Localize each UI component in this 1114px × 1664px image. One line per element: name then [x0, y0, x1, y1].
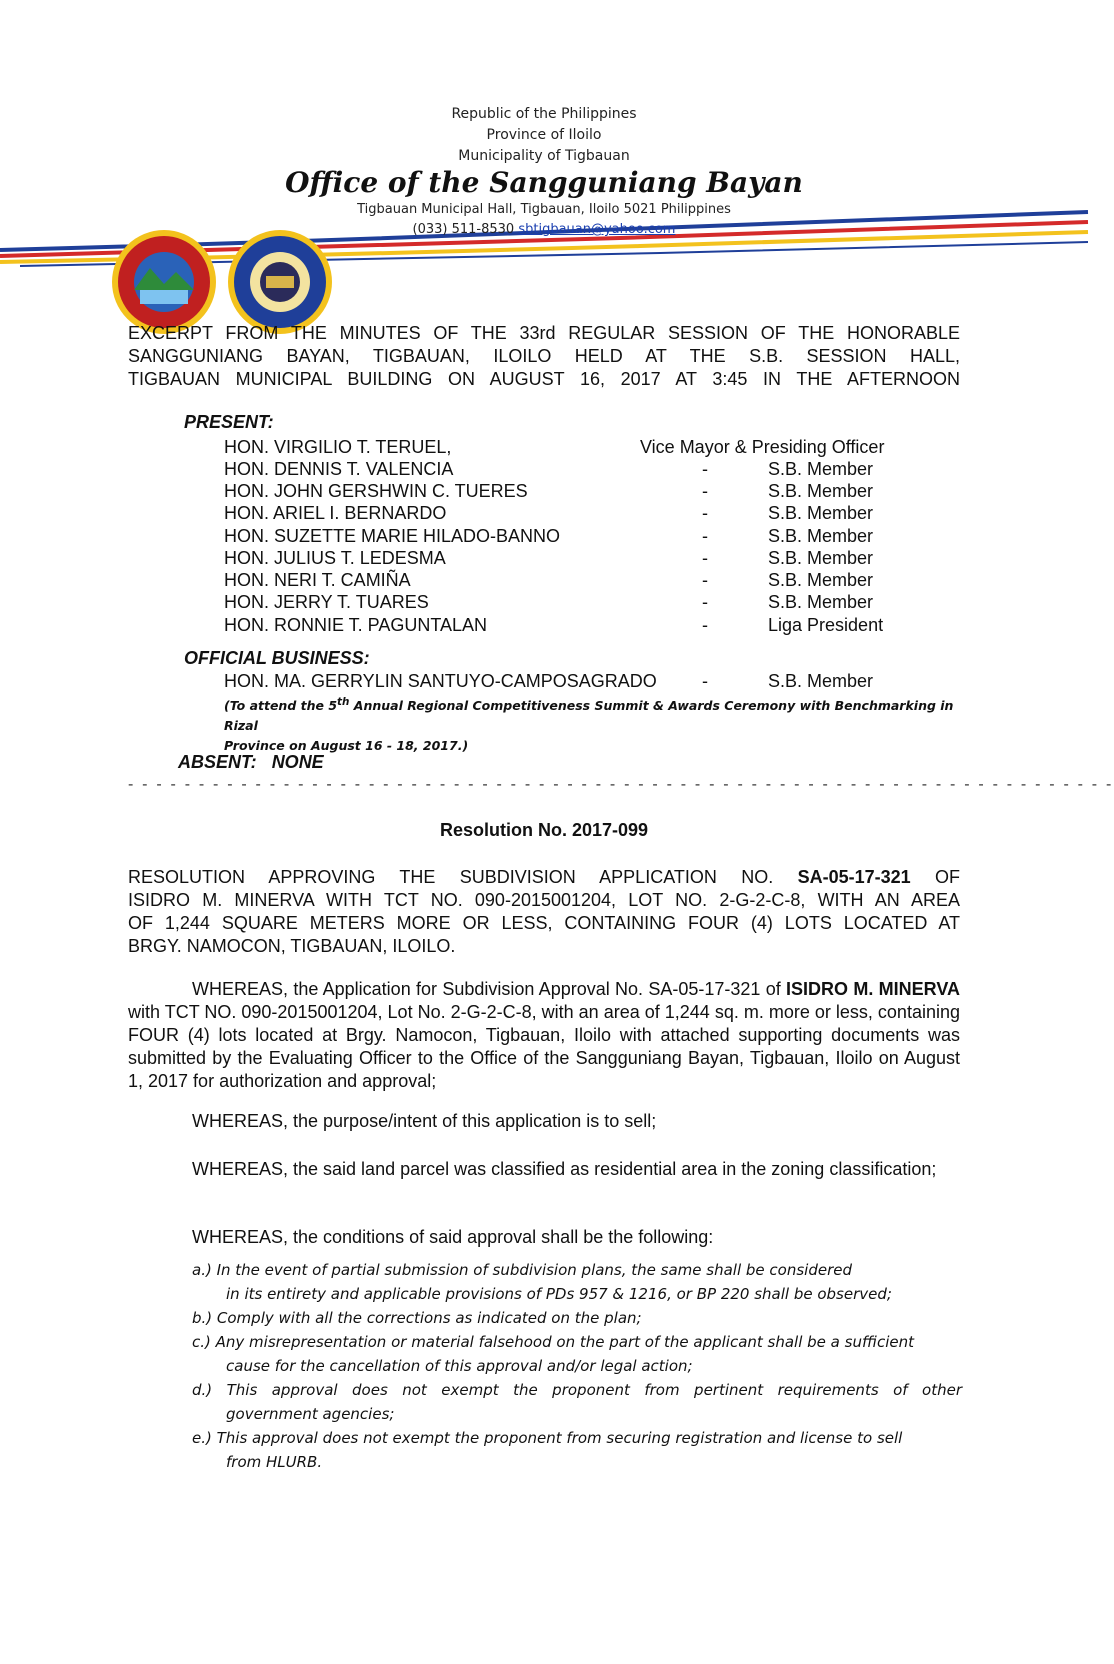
member-role: Liga President	[768, 615, 884, 635]
note-superscript: th	[337, 696, 350, 708]
resolution-title	[128, 866, 960, 958]
absent-label: ABSENT:	[178, 752, 257, 772]
member-role: S.B. Member	[768, 526, 874, 546]
header-republic: Republic of the Philippines	[451, 106, 637, 122]
office-title: Office of the Sangguniang Bayan	[285, 166, 803, 199]
member-role: S.B. Member	[768, 570, 874, 590]
absent-value: NONE	[271, 752, 324, 772]
resolution-title-line: OF 1,244 SQUARE METERS MORE OR LESS, CONTAINING FOUR (4) LOTS LOCATED AT	[128, 913, 960, 933]
condition-text: in its entirety and applicable provisions of PDs 957 & 1216, or BP 220 shall be observed;	[226, 1285, 892, 1303]
clause-text: with TCT NO. 090-2015001204, Lot No. 2-G-2-C-8, with an area of 1,244 sq. m. more or less, containing FOUR (4) lots located at Brgy. Namocon, Tigbauan, Iloilo with attached supporting documents was submitted by the Evaluating Officer to the Office of the Sangguniang Bayan, Tigbauan, Iloilo on August 1, 2017 for authorization and approval;	[128, 1002, 960, 1091]
excerpt-line: TIGBAUAN MUNICIPAL BUILDING ON AUGUST 16, 2017 AT 3:45 IN THE AFTERNOON	[128, 369, 960, 389]
condition-text: c.) Any misrepresentation or material falsehood on the part of the applicant shall be a sufficient	[192, 1333, 914, 1351]
condition-text: d.) This approval does not exempt the proponent from pertinent requirements of other	[192, 1381, 962, 1399]
condition-text: e.) This approval does not exempt the proponent from securing registration and license to sell	[192, 1429, 903, 1447]
member-separator: -	[702, 570, 708, 590]
resolution-title-line	[128, 866, 960, 889]
member-role: S.B. Member	[768, 671, 874, 691]
condition-item	[192, 1258, 962, 1306]
member-name: HON. SUZETTE MARIE HILADO-BANNO	[224, 526, 561, 546]
official-business-note	[224, 692, 962, 756]
resolution-number: Resolution No. 2017-099	[439, 820, 649, 840]
member-name: HON. JERRY T. TUARES	[224, 592, 429, 612]
applicant-name: ISIDRO M. MINERVA	[786, 979, 960, 999]
condition-item	[192, 1426, 962, 1474]
condition-text: a.) In the event of partial submission of subdivision plans, the same shall be considered	[192, 1261, 852, 1279]
application-number: SA-05-17-321	[797, 867, 911, 887]
member-separator: -	[702, 615, 708, 635]
member-separator: -	[702, 481, 708, 501]
excerpt-line: SANGGUNIANG BAYAN, TIGBAUAN, ILOILO HELD AT THE S.B. SESSION HALL,	[128, 346, 960, 366]
condition-text: from HLURB.	[226, 1453, 323, 1471]
header-province: Province of Iloilo	[486, 127, 602, 143]
sangguniang-bayan-seal	[226, 228, 334, 336]
condition-item	[192, 1378, 962, 1426]
member-name: HON. JULIUS T. LEDESMA	[224, 548, 446, 568]
member-role: S.B. Member	[768, 548, 874, 568]
absent-line	[178, 752, 324, 773]
condition-item	[192, 1330, 962, 1378]
member-role: Vice Mayor & Presiding Officer	[640, 437, 885, 457]
note-text: (To attend the 5	[224, 698, 338, 714]
member-name: HON. ARIEL I. BERNARDO	[224, 503, 447, 523]
condition-text: cause for the cancellation of this approval and/or legal action;	[226, 1357, 693, 1375]
municipality-seal	[110, 228, 218, 336]
whereas-clause: WHEREAS, the conditions of said approval shall be the following:	[192, 1227, 714, 1247]
excerpt-heading	[128, 322, 960, 391]
note-text: Annual Regional Competitiveness Summit & Awards Ceremony with Benchmarking in Rizal	[224, 698, 954, 734]
member-separator: -	[702, 503, 708, 523]
whereas-clause: WHEREAS, the said land parcel was classified as residential area in the zoning classification;	[192, 1159, 937, 1179]
section-divider: - - - - - - - - - - - - - - - - - - - - - - - - - - - - - - - - - - - - - - - - - - - - - - - - - - - - - - - - - - - - - - - - - - - - - -	[128, 776, 1114, 793]
member-separator: -	[702, 459, 708, 479]
member-role: S.B. Member	[768, 481, 874, 501]
header-phone: (033) 511-8530	[412, 222, 515, 237]
member-separator: -	[702, 548, 708, 568]
official-business-label: OFFICIAL BUSINESS:	[184, 648, 370, 668]
condition-text: government agencies;	[226, 1405, 395, 1423]
header-address: Tigbauan Municipal Hall, Tigbauan, Iloilo 5021 Philippines	[357, 202, 731, 217]
member-name: HON. DENNIS T. VALENCIA	[224, 459, 454, 479]
header-email-link[interactable]: sbtigbauan@yahoo.com	[518, 222, 676, 237]
member-role: S.B. Member	[768, 503, 874, 523]
member-separator: -	[702, 671, 708, 691]
member-name: HON. RONNIE T. PAGUNTALAN	[224, 615, 488, 635]
header-contact	[0, 222, 1088, 237]
member-role: S.B. Member	[768, 592, 874, 612]
header-municipality: Municipality of Tigbauan	[458, 148, 630, 164]
member-separator: -	[702, 526, 708, 546]
member-name: HON. JOHN GERSHWIN C. TUERES	[224, 481, 528, 501]
present-label: PRESENT:	[184, 412, 274, 432]
member-name: HON. MA. GERRYLIN SANTUYO-CAMPOSAGRADO	[224, 671, 657, 691]
member-role: S.B. Member	[768, 459, 874, 479]
whereas-clause	[128, 978, 960, 1093]
resolution-title-line: BRGY. NAMOCON, TIGBAUAN, ILOILO.	[128, 936, 456, 956]
excerpt-line: EXCERPT FROM THE MINUTES OF THE 33rd REGULAR SESSION OF THE HONORABLE	[128, 323, 960, 343]
member-name: HON. VIRGILIO T. TERUEL,	[224, 437, 452, 457]
clause-text: WHEREAS, the Application for Subdivision Approval No. SA-05-17-321 of	[192, 979, 787, 999]
member-separator: -	[702, 592, 708, 612]
note-text: Province on August 16 - 18, 2017.)	[224, 738, 469, 754]
title-text: OF	[910, 867, 960, 887]
title-text: RESOLUTION APPROVING THE SUBDIVISION APPLICATION NO.	[128, 867, 798, 887]
whereas-clause: WHEREAS, the purpose/intent of this application is to sell;	[192, 1111, 657, 1131]
member-name: HON. NERI T. CAMIÑA	[224, 570, 411, 590]
resolution-title-line: ISIDRO M. MINERVA WITH TCT NO. 090-2015001204, LOT NO. 2-G-2-C-8, WITH AN AREA	[128, 890, 960, 910]
condition-item: b.) Comply with all the corrections as indicated on the plan;	[192, 1309, 642, 1327]
